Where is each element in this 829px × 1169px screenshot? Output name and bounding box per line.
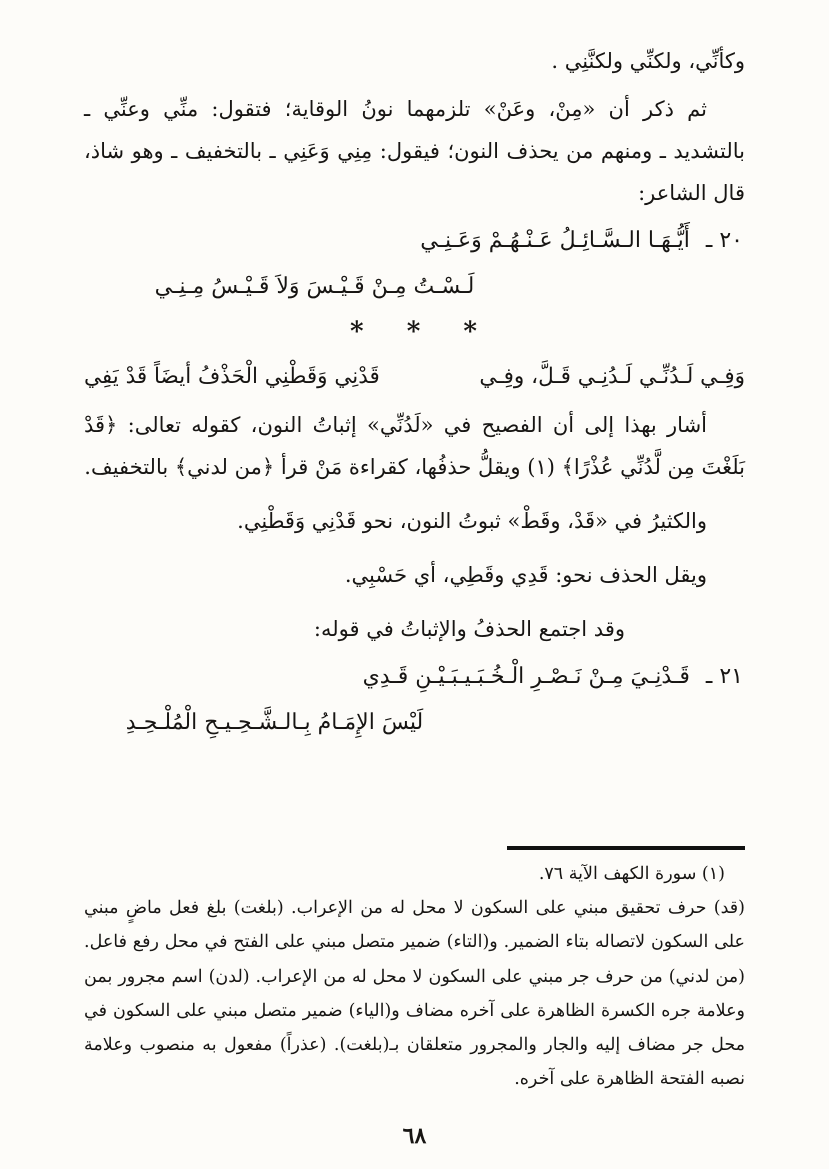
alfiyya-verse-line xyxy=(84,355,745,398)
verse-21 xyxy=(84,654,745,746)
page-content xyxy=(84,40,745,746)
intro-paragraph: ثم ذكر أن «مِنْ، وعَنْ» تلزمهما نونُ الوقاية؛ فتقول: منِّي وعنِّي ـ بالتشديد ـ ومنهم من يحذف النون؛ فيقول: مِنِي وَعَنِي ـ بالتخفيف ـ وهو شاذ، قال الشاعر: xyxy=(84,97,745,205)
stars-separator: * * * xyxy=(350,317,479,348)
verse-21-hemistich-2: لَيْسَ الإِمَـامُ بِـالـشَّـحِـيـحِ الْمُلْـحِـدِ xyxy=(125,709,424,735)
verse-20-hemistich-1: أَيُّـهَـا الـسَّـائِـلُ عَـنْـهُـمْ وَعَـنِـي xyxy=(420,228,690,253)
footnote-rule xyxy=(507,846,745,850)
alfiyya-hemistich-2: قَدْنِي وَقَطْنِي الْحَذْفُ أيضَاً قَدْ يَفِي xyxy=(84,363,380,389)
verse-20-line-1 xyxy=(84,218,745,264)
alfiyya-hemistich-1: وَفِـي لَـدُنِّـي لَـدُنِـي قَـلَّ، وفِـي xyxy=(479,363,745,389)
ijtimaa-paragraph: وقد اجتمع الحذفُ والإثباتُ في قوله: xyxy=(313,616,625,641)
footnote-section xyxy=(84,846,745,1096)
hadhf-paragraph: ويقل الحذف نحو: قَدِي وقَطِي، أي حَسْبِي. xyxy=(344,562,707,587)
verse-20-number: ٢٠ ـ xyxy=(705,228,743,253)
verse-21-hemistich-1: قَـدْنِـيَ مِـنْ نَـصْـرِ الْـخُـبَـيـبَـيْـنِ قَـدِي xyxy=(362,663,690,689)
kathir-paragraph: والكثيرُ في «قَدْ، وقَطْ» ثبوتُ النون، نحو قَدْنِي وَقَطْنِي. xyxy=(237,508,707,533)
verse-20-hemistich-2: لَـسْـتُ مِـنْ قَـيْـسَ وَلاَ قَـيْـسُ مِـنِـي xyxy=(154,274,475,300)
verse-21-line-1 xyxy=(84,654,745,700)
footnote-reference: (١) سورة الكهف الآية ٧٦. xyxy=(538,864,725,884)
verse-20 xyxy=(84,218,745,310)
footnote-irab-text: (قد) حرف تحقيق مبني على السكون لا محل له من الإعراب. (بلغت) بلغ فعل ماضٍ مبني على السكون لاتصاله بتاء الضمير. و(التاء) ضمير متصل مبني على الفتح في محل رفع فاعل. (من لدني) من حرف جر مبني على السكون لا محل له من الإعراب. (لدن) اسم مجرور بمن وعلامة جره الكسرة الظاهرة على آخره مضاف و(الياء) ضمير متصل مبني على السكون في محل جر مضاف إليه والجار والمجرور متعلقان بـ(بلغت). (عذراً) مفعول به منصوب وعلامة نصبه الفتحة الظاهرة على آخره. xyxy=(84,898,745,1089)
verse-21-number: ٢١ ـ xyxy=(705,663,743,689)
commentary-paragraph: أشار بهذا إلى أن الفصيح في «لَدُنِّي» إثباتُ النون، كقوله تعالى: ﴿قَدْ بَلَغْتَ مِن لَّدُنِّي عُذْرًا﴾ (١) ويقلُّ حذفُها، كقراءة مَنْ قرأ ﴿من لدني﴾ بالتخفيف. xyxy=(84,412,745,479)
opening-line: وكأنِّي، ولكنِّي ولكنَّنِي . xyxy=(551,49,745,73)
page-number: ٦٨ xyxy=(402,1123,427,1149)
